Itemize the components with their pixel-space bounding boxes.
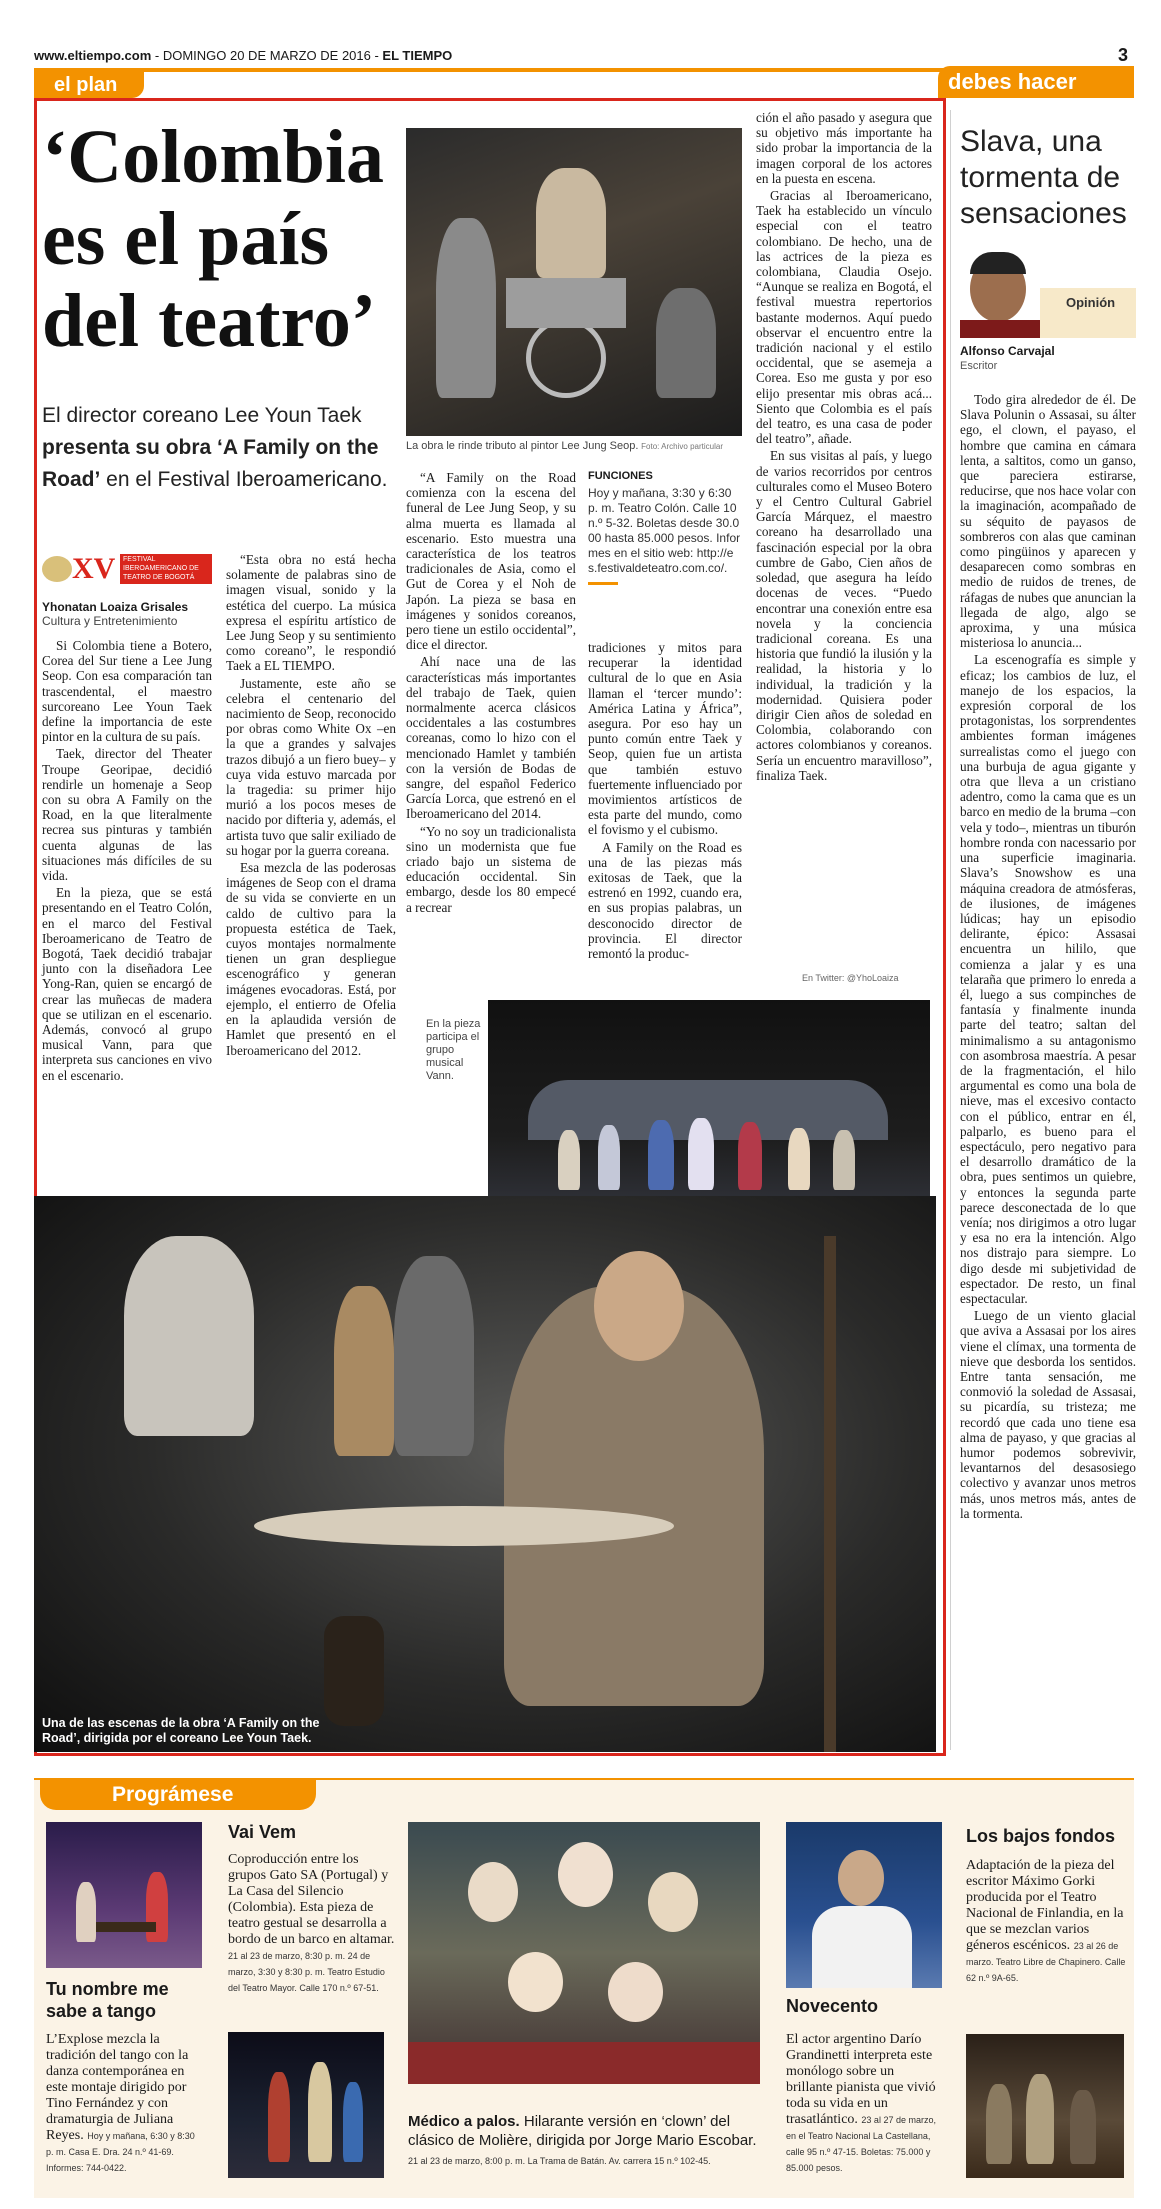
photo-bajos-fondos	[966, 2034, 1124, 2178]
section-left-label: el plan	[54, 74, 118, 96]
clown-face	[508, 1952, 563, 2012]
prog-item-4-text: El actor argentino Darío Grandinetti interpreta este monólogo sobre un brillante pianista que vivió toda su vida en un trasatlántico.	[786, 2032, 936, 2127]
page-header	[34, 48, 1134, 66]
festival-logo-text: FESTIVAL IBEROAMERICANO DE TEATRO DE BOGOTÁ	[120, 554, 212, 584]
opinion-body	[960, 392, 1136, 1523]
performer-figure	[833, 1130, 855, 1190]
clown-face	[468, 1862, 518, 1922]
prog-item-4-details: 23 al 27 de marzo, en el Teatro Nacional La Castellana, calle 95 n.º 47-15. Boletas: 75.000 y 85.000 pesos.	[786, 2115, 936, 2173]
opinion-paragraph: Todo gira alrededor de él. De Slava Polunin o Assasai, su álter ego, el clown, el payaso, el hombre que camina en cámara lenta, a saltitos, como un ganso, que pareciera estirarse, reducirse, que nos hace volar con la imaginación, acompañado de su séquito de payasos de sombreros con alas que caminan como pingüinos y aparecen y desaparecen como sombras en medio de ruidos de trenes, de ráfagas de nubes que anuncian la llegada de algo, algo se aproxima, y una música misteriosa lo anuncia...	[960, 392, 1136, 651]
opinion-divider	[950, 110, 951, 1750]
performer-figure	[558, 1130, 580, 1190]
byline	[42, 600, 212, 628]
performer-figure	[738, 1122, 762, 1190]
performer-figure	[268, 2072, 290, 2162]
actor-figure	[1070, 2090, 1096, 2164]
opinion-paragraph: La escenografía es simple y eficaz; los cambios de luz, el manejo de los espacios, la expresión corporal de los protagonistas, los sorprendentes ambientes forman imágenes surrealistas como el juego con una burbuja de agua gigante y otra que lleva a un cristiano adentro, como la cama que es un barco en medio de la bruma –con vela y todo–, mientras un tiburón hombre ronda con nacessario por una superficie imaginaria. Slava’s Snowshow es una máquina creadora de atmósferas, de ilusiones, de imágenes lúdicas; hay un episodio delirante, épico: Assasai encuentra un hililo, que comienza a jalar y es una telaraña que primero lo enreda a él, luego a sus compinches de fantasía y finalmente inunda parte del teatro; saltan del minimalismo a su antagonismo con asombrosa maestría. A pesar de la fragmentación, el hilo argumental es como una bola de nieve, mas el excesivo contacto con el público, entrar en él, palparlo, es bueno para el espectáculo, pero negativo para el desarrollo dramático de la obra, pues sentimos un quiebre, y entonces la segunda parte parece desconectada de lo que venía; nos dirigimos a otro lugar y esa no era la intención. Algo nos distrajo para siempre. Lo digo desde mi subjetividad de espectador. De resto, un final espectacular.	[960, 652, 1136, 1306]
prog-item-1-title: Tu nombre me sabe a tango	[46, 1979, 169, 2021]
col4-paragraph: A Family on the Road es una de las piezas más exitosas de Taek, que la estrenó en 1992, cuando era, en sus propias palabras, un desconocido director de provincia. El director remontó la produc-	[588, 839, 742, 962]
paper-name: EL TIEMPO	[382, 48, 453, 63]
performer-figure	[308, 2062, 332, 2162]
col2-paragraph: Justamente, este año se celebra el centenario del nacimiento de Seop, reconocido por obras como White Ox –en la que a grandes y salvajes trazos dibujó a un fiero buey– y cuya vida estuvo marcada por la tragedia: su primer hijo murió a los pocos meses de nacido por difteria y, además, el artista tuvo que salir exiliado de su hogar por la guerra coreana.	[226, 675, 396, 858]
col1-paragraph: Taek, director del Theater Troupe Georipae, decidió rendirle un homenaje a Seop con su obra A Family on the Road, en la que literalmente recrea sus pinturas y también cuenta algunas de las situaciones más difíciles de su vida.	[42, 746, 212, 884]
funciones-box	[588, 470, 742, 585]
child-actor	[394, 1256, 474, 1456]
cart	[506, 278, 626, 328]
wooden-puppet	[334, 1286, 394, 1456]
headline-line-1: ‘Colombia	[42, 115, 384, 199]
paint-palette	[254, 1506, 674, 1546]
twitter-handle[interactable]: En Twitter: @YhoLoaiza	[802, 973, 899, 983]
festival-mask-icon	[42, 556, 72, 582]
prog-item-1-text: L’Explose mezcla la tradición del tango con la danza contemporánea en este montaje dirigido por Tino Fernández y con dramaturgia de Juliana Reyes.	[46, 2032, 189, 2143]
byline-name: Yhonatan Loaiza Grisales	[42, 600, 189, 614]
col2-paragraph: Esa mezcla de las poderosas imágenes de Seop con el drama de su vida se convierte en un caldo de cultivo para la propuesta estética de Taek, cuyos montajes normalmente tienen un gran despliegue escenográfico y generan imágenes evocadoras. Está, por ejemplo, el entierro de Ofelia en la aplaudida versión de Hamlet que presentó en el Iberoamericano del 2012.	[226, 860, 396, 1058]
headline-line-3: del teatro’	[42, 279, 377, 363]
performer-figure	[648, 1120, 674, 1190]
cart-wheel	[526, 318, 606, 398]
site-url[interactable]: www.eltiempo.com	[34, 48, 152, 63]
article-column-2	[226, 552, 396, 1060]
col3-paragraph: Ahí nace una de las características más importantes del trabajo de Taek, quien normalmente acerca clásicos occidentales a las costumbres coreanas, como lo hizo con el mencionado Hamlet y también con la versión de Bodas de sangre, del español Federico García Lorca, que estrenó en el Iberoamericano del 2014.	[406, 654, 576, 822]
actor-figure	[656, 288, 716, 398]
prog-item-1-body	[46, 2032, 202, 2176]
photo2-caption: En la pieza participa el grupo musical Vann.	[426, 1018, 481, 1082]
programese-title: Prográmese	[112, 1783, 234, 1806]
col5-paragraph: En sus visitas al país, y luego de varios recorridos por centros culturales como el Museo Botero y el Centro Cultural Gabriel García Márquez, el maestro coreano ha desarrollado una fascinación especial por la obra cumbre de Gabo, Cien años de soledad, que asegura ha leído docenas de veces. “Puedo encontrar una conexión entre esa novela y la conciencia tradicional coreana. Es una historia que fundió la ilusión y la realidad, la historia y lo individual, la tradición y la modernidad. Quisiera poder dirigir Cien años de soledad en Colombia, colaborando con actores colombianos y coreanos. Sería un encuentro maravilloso”, finaliza Taek.	[756, 448, 932, 783]
table-prop	[96, 1922, 156, 1932]
col1-paragraph: Si Colombia tiene a Botero, Corea del Sur tiene a Lee Jung Seop. Con esa comparación tan trascendental, el maestro surcoreano Lee Youn Taek define la importancia de este pintor en la cultura de su país.	[42, 638, 212, 745]
article-column-3	[406, 470, 576, 917]
opinion-paragraph: Luego de un viento glacial que aviva a Assasai por los aires viene el clímax, una tormenta de nieve que desborda los sentidos. Entre tanta sensación, me conmovió la soledad de Assasai, su picardía, su tristeza; me recordó que cada uno tiene esa alma de payaso, y que gracias al humor podemos sobrevivir, levantarnos del desasosiego colectivo y avanzar unos metros más, unos metros más, antes de la tormenta.	[960, 1308, 1136, 1521]
photo-vai-vem	[228, 2032, 384, 2178]
prog-item-5-text: Adaptación de la pieza del escritor Máximo Gorki producida por el Teatro Nacional de Finlandia, en la que se mezclan varios géneros escénicos.	[966, 1858, 1124, 1953]
section-tab-left	[34, 72, 144, 98]
col2-paragraph: “Esta obra no está hecha solamente de palabras sino de imagen visual, sonido y la estética del cuerpo. La música expresa el espíritu artístico de Lee Jung Seop y su sentimiento como coreano”, le respondió Taek a EL TIEMPO.	[226, 552, 396, 674]
article-column-4	[588, 640, 742, 963]
prog-item-2-text: Coproducción entre los grupos Gato SA (Portugal) y La Casa del Silencio (Colombia). Esta pieza de teatro gestual se desarrolla a bordo de un barco en altamar.	[228, 1852, 395, 1947]
funciones-title: FUNCIONES	[588, 470, 653, 482]
photo-tango	[46, 1822, 202, 1968]
actor-figure	[1026, 2074, 1054, 2164]
performer-figure	[788, 1128, 810, 1190]
col5-paragraph: Gracias al Iberoamericano, Taek ha establecido un vínculo especial con el teatro colombiano. De hecho, una de las actrices de la pieza es colombiana, Claudia Osejo. “Aunque se realiza en Bogotá, el festival muestra repertorios bastante modernos. Aquí puedo observar el encuentro entre la tradición nacional y el estilo occidental, que se asemeja a Corea. Eso me gusta y por eso elijo presentar mis obras acá... Siento que Colombia es el país del teatro, es una casa de poder del teatro”, añade.	[756, 188, 932, 447]
photo1-caption	[406, 440, 742, 452]
col5-paragraph: ción el año pasado y asegura que su objetivo más importante ha sido probar la importancia de la imagen corporal de los actores en la puesta en escena.	[756, 110, 932, 186]
clown-face	[648, 1872, 698, 1932]
festival-xv: XV	[72, 552, 116, 585]
actor-figure	[436, 218, 496, 398]
kneeling-actor	[124, 1236, 254, 1436]
funciones-text[interactable]: Hoy y mañana, 3:30 y 6:30 p. m. Teatro Colón. Calle 10 n.º 5-32. Boletas desde 30.000 hasta 85.000 pesos. Informes en el sitio web: http://es.festivaldeteatro.com.co/.	[588, 486, 741, 575]
opinion-role: Escritor	[960, 360, 998, 372]
prog-item-1-details: Hoy y mañana, 6:30 y 8:30 p. m. Casa E. Dra. 24 n.º 41-69. Informes: 744-0422.	[46, 2131, 195, 2173]
subhead-line-1: El director coreano Lee Youn Taek	[42, 404, 362, 427]
header-date: - DOMINGO 20 DE MARZO DE 2016 -	[151, 48, 383, 63]
prog-item-4-body	[786, 2032, 942, 2176]
subhead-line-2: en el Festival Iberoamericano.	[100, 468, 388, 491]
prog-item-4-title: Novecento	[786, 1996, 879, 2016]
funciones-accent	[588, 582, 618, 585]
prog-item-2-details: 21 al 23 de marzo, 8:30 p. m. 24 de marzo, 3:30 y 8:30 p. m. Teatro Estudio del Teatro Mayor. Calle 170 n.º 67-51.	[228, 1951, 385, 1993]
easel	[824, 1236, 836, 1752]
byline-role: Cultura y Entretenimiento	[42, 614, 178, 628]
prog-item-3-text: Hilarante versión en ‘clown’ del clásico de Molière, dirigida por Jorge Mario Escobar.	[408, 2113, 757, 2149]
actor-figure	[986, 2084, 1012, 2164]
programese-tab	[40, 1780, 316, 1810]
clown-face	[608, 1962, 663, 2022]
section-right-label: debes hacer	[948, 69, 1077, 94]
actor-head	[838, 1850, 884, 1906]
article-column-1	[42, 638, 212, 1085]
col3-paragraph: “A Family on the Road comienza con la escena del funeral de Lee Jung Seop, y su alma muerta es llamada al escenario. Esto muestra una característica de los teatros tradicionales de Asia, como el Gut de Corea y el Noh de Japón. La pieza se basa en imágenes y sonidos coreanos, pero tiene un estilo occidental”, dice el director.	[406, 470, 576, 653]
prog-item-5-title: Los bajos fondos	[966, 1826, 1116, 1846]
prog-item-2-title: Vai Vem	[228, 1822, 297, 1842]
prog-item-5-details: 23 al 26 de marzo. Teatro Libre de Chapinero. Calle 62 n.º 9A-65.	[966, 1941, 1126, 1983]
lead-actor-head	[594, 1251, 684, 1361]
opinion-author: Alfonso Carvajal	[960, 344, 1055, 358]
headline-line-2: es el país	[42, 197, 330, 281]
prog-item-3-details: 21 al 23 de marzo, 8:00 p. m. La Trama de Batán. Av. carrera 15 n.º 102-45.	[408, 2156, 711, 2166]
prog-item-2-body	[228, 1852, 396, 1996]
author-hair	[970, 252, 1026, 274]
col3-paragraph: “Yo no soy un tradicionalista sino un modernista que fue criado bajo un sistema de educación occidental. Sin embargo, desde los 80 empecé a recrear	[406, 823, 576, 915]
performer-figure	[343, 2082, 363, 2162]
photo-medico-a-palos	[408, 1822, 760, 2084]
author-shirt	[960, 320, 1040, 338]
photo-main-scene	[34, 1196, 936, 1752]
costume-red	[408, 2042, 760, 2084]
dancer-figure	[76, 1882, 96, 1942]
clown-face	[558, 1842, 613, 1907]
page-number: 3	[1118, 45, 1129, 65]
actor-boot	[324, 1616, 384, 1726]
subhead	[42, 400, 402, 496]
prog-item-3-body	[408, 2112, 760, 2169]
article-column-5	[756, 110, 932, 785]
headline	[42, 116, 412, 362]
prog-item-3-title: Médico a palos.	[408, 2113, 520, 2130]
subhead-bold: presenta su obra ‘A Family on the Road’	[42, 436, 379, 491]
opinion-tag: Opinión	[1066, 295, 1116, 310]
col4-paragraph: tradiciones y mitos para recuperar la identidad cultural de lo que en Asia llaman el ‘tercer mundo’: América Latina y África”, asegura. Por eso hay un punto común entre Taek y Seop, quien fue un artista que también estuvo fuertemente influenciado por movimientos artísticos de esta parte del mundo, como el fovismo y el cubismo.	[588, 640, 742, 838]
prog-item-5-body	[966, 1858, 1126, 1986]
photo1-credit: Foto: Archivo particular	[641, 442, 723, 451]
photo-novecento	[786, 1822, 942, 1988]
author-photo	[960, 248, 1040, 338]
col1-paragraph: En la pieza, que se está presentando en el Teatro Colón, en el marco del Festival Iberoamericano de Teatro de Bogotá, Taek decidió trabajar junto con la diseñadora Lee Yong-Ran, quien se encargó de crear las muñecas de madera que se utilizan en el escenario. Además, convocó al grupo musical Vann, para que interpreta sus canciones en vivo en el escenario.	[42, 885, 212, 1083]
section-tab-right	[938, 66, 1134, 98]
photo-funeral-scene	[406, 128, 742, 436]
photo1-caption-text: La obra le rinde tributo al pintor Lee Jung Seop.	[406, 440, 639, 452]
opinion-title: Slava, una tormenta de sensaciones	[960, 125, 1127, 230]
actor-figure	[536, 168, 606, 278]
performer-figure	[688, 1118, 714, 1190]
actor-shirt	[812, 1906, 912, 1988]
photo3-caption: Una de las escenas de la obra ‘A Family on the Road’, dirigida por el coreano Lee Youn Taek.	[42, 1716, 320, 1745]
performer-figure	[598, 1125, 620, 1190]
festival-logo	[42, 552, 210, 586]
